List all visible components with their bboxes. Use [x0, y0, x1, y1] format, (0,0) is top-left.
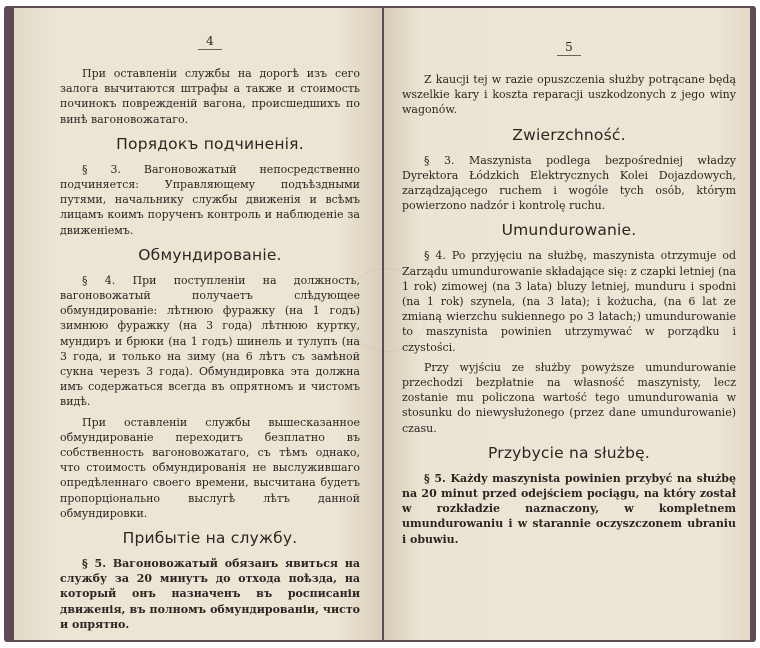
open-booklet [4, 6, 756, 642]
left-heading-subordination: Порядокъ подчиненія. [116, 134, 304, 153]
left-paragraph-3: § 3. Вагоновожатый непосредственно подчиняется: Управляющему подъѣздными путями, начальнику службы движенія и всѣмъ лицамъ коимъ порученъ контроль и наблюденіе за движеніемъ. [60, 162, 360, 237]
right-page [384, 8, 750, 640]
right-intro-paragraph: Z kaucji tej w razie opuszczenia służby potrącane będą wszelkie kary i koszta reparacji uszkodzonych z jego winy wagonów. [402, 73, 736, 117]
page-number-right-text: 5 [557, 40, 581, 56]
left-paragraph-uniform-return: При оставленіи службы вышесказанное обмундированіе переходитъ безплатно въ собственность вагоновожатаго, съ тѣмъ однако, что стоимость обмундированія не выслужившаго опредѣленнаго своего времени, высчитана будетъ пропорціонально выслугѣ лѣтъ данной обмундировки. [60, 415, 360, 520]
left-heading-uniform: Обмундированіе. [138, 245, 282, 264]
right-heading-arrival: Przybycie na służbę. [487, 443, 651, 462]
page-number-left [60, 34, 360, 50]
left-heading-arrival: Прибытіе на службу. [122, 529, 298, 548]
faint-stamp-watermark [344, 268, 428, 352]
page-number-left-text: 4 [198, 34, 222, 50]
left-paragraph-4: § 4. При поступленіи на должность, вагоновожатый получаетъ слѣдующее обмундированіе: лѣтнюю фуражку (на 1 годъ) зимнюю фуражку (на 3 года) лѣтнюю куртку, мундиръ и брюки (на 1 годъ) шинель и тулупъ (на 3 года, и только на зиму (на 6 лѣтъ съ замѣной сукна черезъ 3 года). Обмундировка эта должна имъ содержаться всегда въ опрятномъ и чистомъ видѣ. [60, 273, 360, 409]
page-number-right [402, 40, 736, 56]
left-page [14, 8, 382, 640]
right-heading-uniform: Umundurowanie. [501, 221, 637, 240]
left-paragraph-5: § 5. Вагоновожатый обязанъ явиться на службу за 20 минутъ до отхода поѣзда, на который онъ назначенъ въ росписаніи движенія, въ полномъ обмундированіи, чисто и опрятно. [60, 557, 360, 631]
right-paragraph-5: § 5. Każdy maszynista powinien przybyć na służbę na 20 minut przed odejściem pociągu, na który został w rozkładzie naznaczony, w kompletnem umundurowaniu i w starannie oczyszczonem ubraniu i obuwiu. [402, 471, 736, 546]
right-heading-subordination: Zwierzchność. [512, 125, 626, 144]
right-paragraph-4: § 4. Po przyjęciu na służbę, maszynista otrzymuje od Zarządu umundurowanie składające się: z czapki letniej (na 1 rok) zimowej (na 3 lata) bluzy letniej, munduru i spodni (na 1 rok) szynela, (na 3 lata); i kożucha, (na 6 lat ze zmianą wierzchu sukiennego po 3 latach;) umundurowanie to maszynista powinien utrzymywać w porządku i czystości. [402, 249, 736, 354]
right-paragraph-uniform-return: Przy wyjściu ze służby powyższe umundurowanie przechodzi bezpłatnie na własność maszynisty, lecz zostanie mu policzona wartość tego umundurowania w stosunku do niewysłużonego (przez dane umundurowanie) czasu. [402, 360, 736, 435]
left-intro-paragraph: При оставленіи службы на дорогѣ изъ сего залога вычитаются штрафы а также и стоимость починокъ поврежденій вагона, происшедшихъ по винѣ вагоновожатаго. [60, 67, 360, 126]
right-paragraph-3: § 3. Maszynista podlega bezpośredniej władzy Dyrektora Łódzkich Elektrycznych Kolei Dojazdowych, zarządzającego ruchem i wogóle tych osób, którym powierzono nadzór i kontrolę ruchu. [402, 153, 736, 213]
